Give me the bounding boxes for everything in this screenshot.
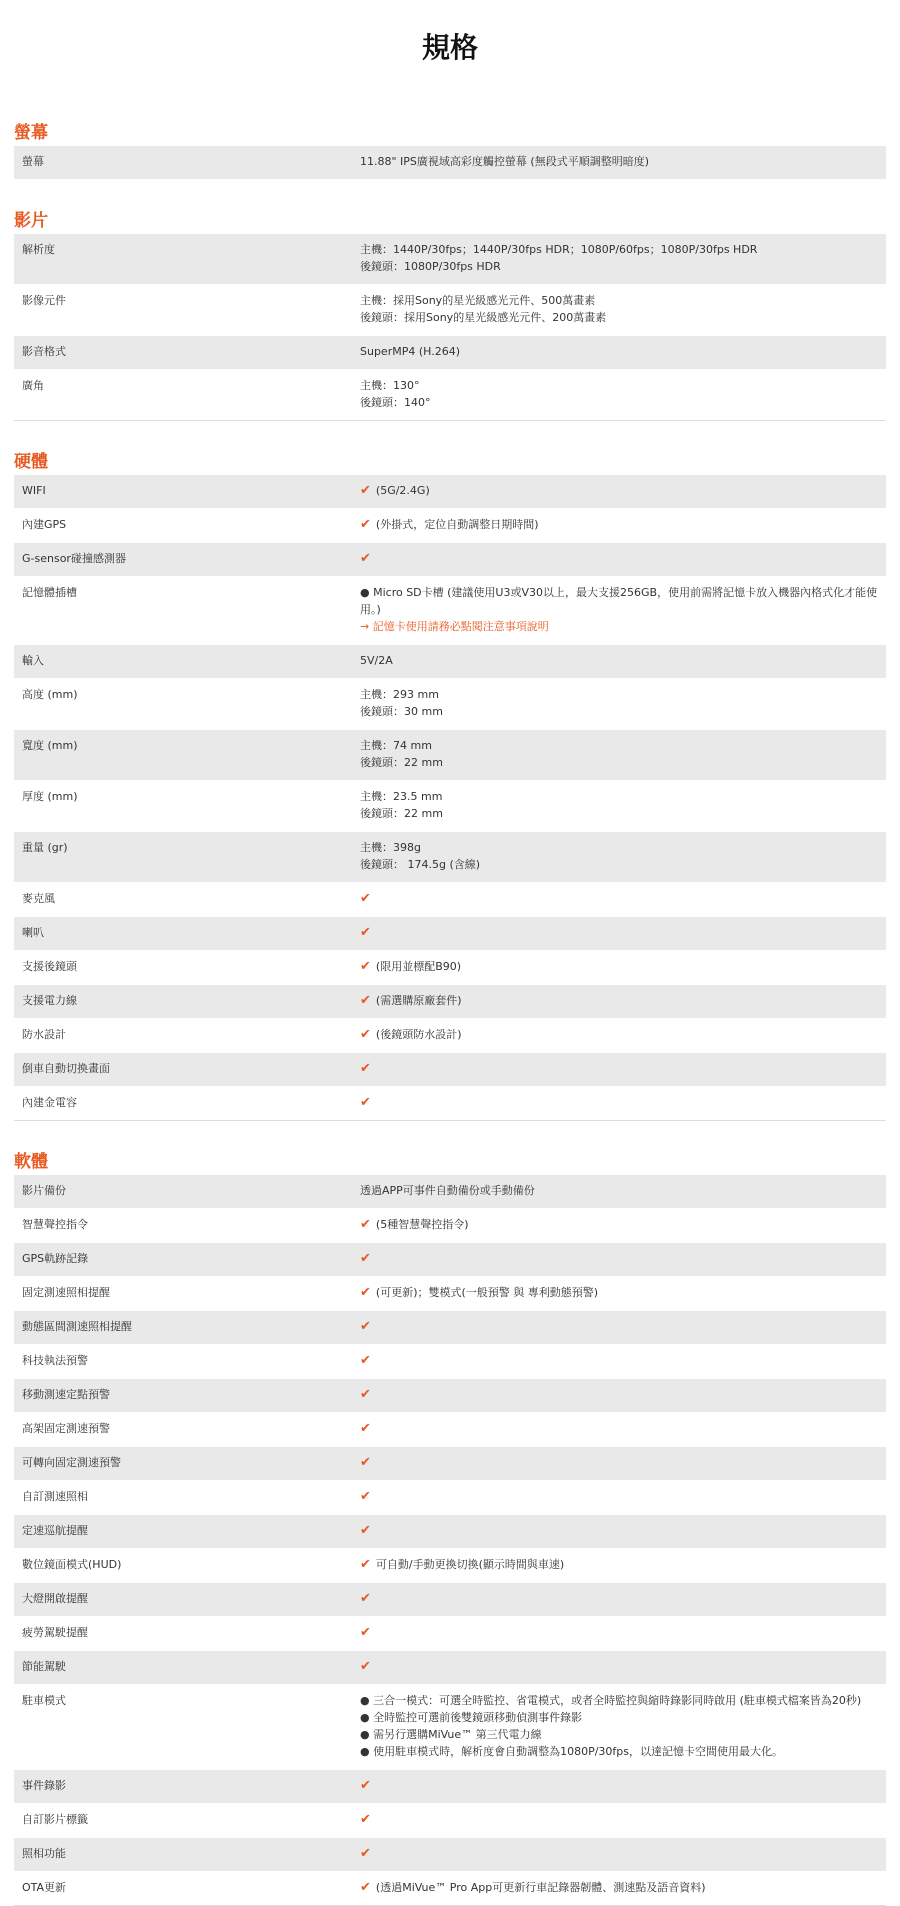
- spec-value: [360, 1447, 886, 1480]
- spec-value-line: ● 全時監控可選前後雙鏡頭移動偵測事件錄影: [360, 1711, 583, 1724]
- spec-row: [14, 679, 886, 730]
- checkmark-icon: ✔: [360, 1846, 371, 1861]
- checkmark-icon: ✔: [360, 1812, 371, 1827]
- spec-label: 影片備份: [22, 1184, 66, 1197]
- checkmark-icon: ✔: [360, 959, 371, 974]
- spec-value: [360, 577, 886, 644]
- spec-label: 倒車自動切換畫面: [22, 1062, 110, 1075]
- section-title: 硬體: [14, 452, 48, 472]
- spec-label: 科技執法預警: [22, 1354, 88, 1367]
- spec-value-line: 5V/2A: [360, 654, 393, 667]
- spec-value-line: 主機：採用Sony的星光級感光元件、500萬畫素: [360, 294, 596, 307]
- spec-label: 支援電力線: [22, 994, 77, 1007]
- spec-value: [360, 1617, 886, 1650]
- spec-value-line: 後鏡頭：採用Sony的星光級感光元件、200萬畫素: [360, 311, 607, 324]
- checkmark-icon: ✔: [360, 1455, 371, 1470]
- spec-label: 數位鏡面模式(HUD): [22, 1558, 122, 1571]
- spec-value-line: 可自動/手動更換切換(顯示時間與車速): [375, 1558, 565, 1571]
- spec-row: [14, 1685, 886, 1770]
- spec-label: 自訂測速照相: [22, 1490, 88, 1503]
- spec-value: [360, 883, 886, 916]
- spec-label: 固定測速照相提醒: [22, 1286, 110, 1299]
- spec-value-line: (需選購原廠套件): [375, 994, 462, 1007]
- spec-value: [360, 730, 886, 780]
- checkmark-icon: ✔: [360, 1095, 371, 1110]
- spec-label: 廣角: [22, 379, 44, 392]
- spec-value: [360, 1209, 886, 1242]
- spec-value: [360, 336, 886, 369]
- section-title: 影片: [14, 211, 48, 231]
- spec-label: OTA更新: [22, 1881, 67, 1894]
- spec-value: [360, 1872, 886, 1905]
- spec-row: [14, 951, 886, 985]
- spec-label: 螢幕: [22, 155, 44, 168]
- spec-section: [14, 122, 886, 180]
- spec-label: 影音格式: [22, 345, 66, 358]
- spec-row: [14, 1447, 886, 1481]
- spec-label: 駐車模式: [22, 1694, 66, 1707]
- spec-value-line: 後鏡頭：22 mm: [360, 807, 443, 820]
- spec-row: [14, 1770, 886, 1804]
- spec-sections: [14, 122, 886, 1906]
- spec-label: 重量 (gr): [22, 841, 68, 854]
- checkmark-icon: ✔: [360, 1319, 371, 1334]
- spec-value: [360, 1311, 886, 1344]
- spec-value-line: (透過MiVue™ Pro App可更新行車記錄器韌體、測速點及語音資料): [375, 1881, 706, 1894]
- spec-value-line: (可更新)；雙模式(一般預警 與 專利動態預警): [375, 1286, 599, 1299]
- spec-value: [360, 679, 886, 729]
- spec-value: [360, 1549, 886, 1582]
- checkmark-icon: ✔: [360, 1880, 371, 1895]
- spec-value: [360, 475, 886, 508]
- spec-value: [360, 1243, 886, 1276]
- spec-section: [14, 451, 886, 1121]
- spec-value: [360, 1175, 886, 1208]
- spec-label: 麥克風: [22, 892, 55, 905]
- spec-row: [14, 1838, 886, 1872]
- spec-value: [360, 951, 886, 984]
- checkmark-icon: ✔: [360, 1061, 371, 1076]
- spec-label: 內建金電容: [22, 1096, 77, 1109]
- spec-value: [360, 1481, 886, 1514]
- spec-row: [14, 543, 886, 577]
- spec-row: [14, 1481, 886, 1515]
- spec-label: 動態區間測速照相提醒: [22, 1320, 132, 1333]
- spec-label: 寬度 (mm): [22, 739, 78, 752]
- checkmark-icon: ✔: [360, 1625, 371, 1640]
- spec-label: 輸入: [22, 654, 44, 667]
- checkmark-icon: ✔: [360, 1421, 371, 1436]
- spec-row: [14, 883, 886, 917]
- spec-label: 照相功能: [22, 1847, 66, 1860]
- checkmark-icon: ✔: [360, 891, 371, 906]
- spec-label: 高架固定測速預警: [22, 1422, 110, 1435]
- spec-value-line: 後鏡頭：140°: [360, 396, 431, 409]
- spec-row: [14, 577, 886, 645]
- checkmark-icon: ✔: [360, 1778, 371, 1793]
- spec-value: [360, 832, 886, 882]
- checkmark-icon: ✔: [360, 483, 371, 498]
- spec-row: [14, 1277, 886, 1311]
- spec-label: 高度 (mm): [22, 688, 78, 701]
- spec-row: [14, 475, 886, 509]
- spec-value-line: 主機：74 mm: [360, 739, 432, 752]
- spec-row: [14, 1243, 886, 1277]
- spec-value-line: (5種智慧聲控指令): [375, 1218, 469, 1231]
- spec-row: [14, 1379, 886, 1413]
- spec-value-line: (後鏡頭防水設計): [375, 1028, 462, 1041]
- spec-value: [360, 1413, 886, 1446]
- spec-row: [14, 730, 886, 781]
- spec-row: [14, 1651, 886, 1685]
- spec-label: G-sensor碰撞感測器: [22, 552, 126, 565]
- spec-value-line: ● 需另行選購MiVue™ 第三代電力線: [360, 1728, 542, 1741]
- spec-row: [14, 1413, 886, 1447]
- spec-value: [360, 1053, 886, 1086]
- spec-value: [360, 1685, 886, 1769]
- checkmark-icon: ✔: [360, 1489, 371, 1504]
- spec-row: [14, 1175, 886, 1209]
- spec-value: [360, 509, 886, 542]
- checkmark-icon: ✔: [360, 1659, 371, 1674]
- spec-section: [14, 210, 886, 421]
- spec-value: [360, 645, 886, 678]
- checkmark-icon: ✔: [360, 551, 371, 566]
- memory-card-notice-link[interactable]: → 記憶卡使用請務必點閱注意事項說明: [360, 620, 549, 633]
- spec-value-line: ● 三合一模式：可選全時監控、省電模式，或者全時監控與縮時錄影同時啟用 (駐車模式檔案皆為20秒): [360, 1694, 862, 1707]
- spec-label: 疲勞駕駛提醒: [22, 1626, 88, 1639]
- spec-value-line: ● Micro SD卡槽 (建議使用U3或V30以上，最大支援256GB，使用前需將記憶卡放入機器內格式化才能使用。): [360, 586, 878, 616]
- checkmark-icon: ✔: [360, 993, 371, 1008]
- spec-value-line: 主機：1440P/30fps；1440P/30fps HDR；1080P/60fps；1080P/30fps HDR: [360, 243, 758, 256]
- section-title: 螢幕: [14, 123, 48, 143]
- spec-value-line: 主機：293 mm: [360, 688, 439, 701]
- spec-label: 防水設計: [22, 1028, 66, 1041]
- section-title: 軟體: [14, 1152, 48, 1172]
- spec-value-line: 後鏡頭： 174.5g (含線): [360, 858, 481, 871]
- spec-row: [14, 1311, 886, 1345]
- checkmark-icon: ✔: [360, 1523, 371, 1538]
- spec-value: [360, 146, 886, 179]
- spec-value: [360, 985, 886, 1018]
- spec-row: [14, 509, 886, 543]
- spec-label: 厚度 (mm): [22, 790, 78, 803]
- spec-row: [14, 1872, 886, 1906]
- spec-label: 可轉向固定測速預警: [22, 1456, 121, 1469]
- spec-row: [14, 1515, 886, 1549]
- spec-value: [360, 1345, 886, 1378]
- spec-label: WIFI: [22, 484, 46, 497]
- checkmark-icon: ✔: [360, 1387, 371, 1402]
- spec-label: GPS軌跡記錄: [22, 1252, 89, 1265]
- spec-value: [360, 1770, 886, 1803]
- spec-value: [360, 917, 886, 950]
- spec-row: [14, 832, 886, 883]
- spec-value-line: 主機：23.5 mm: [360, 790, 443, 803]
- spec-row: [14, 285, 886, 336]
- spec-row: [14, 234, 886, 285]
- spec-value-line: (外掛式，定位自動調整日期時間): [375, 518, 539, 531]
- spec-row: [14, 1053, 886, 1087]
- spec-row: [14, 781, 886, 832]
- spec-value-line: 11.88" IPS廣視域高彩度觸控螢幕 (無段式平順調整明暗度): [360, 155, 649, 168]
- spec-label: 定速巡航提醒: [22, 1524, 88, 1537]
- spec-value: [360, 543, 886, 576]
- checkmark-icon: ✔: [360, 1591, 371, 1606]
- spec-value-line: 主機：398g: [360, 841, 421, 854]
- spec-value: [360, 1515, 886, 1548]
- spec-row: [14, 1019, 886, 1053]
- spec-value: [360, 285, 886, 335]
- spec-value: [360, 1277, 886, 1310]
- checkmark-icon: ✔: [360, 517, 371, 532]
- checkmark-icon: ✔: [360, 1353, 371, 1368]
- spec-label: 移動測速定點預警: [22, 1388, 110, 1401]
- spec-label: 記憶體插槽: [22, 586, 77, 599]
- checkmark-icon: ✔: [360, 1557, 371, 1572]
- spec-label: 解析度: [22, 243, 55, 256]
- spec-label: 智慧聲控指令: [22, 1218, 88, 1231]
- spec-value-line: ● 使用駐車模式時，解析度會自動調整為1080P/30fps，以達記憶卡空間使用最大化。: [360, 1745, 784, 1758]
- spec-label: 節能駕駛: [22, 1660, 66, 1673]
- spec-value: [360, 1019, 886, 1052]
- page-title: 規格: [421, 31, 478, 64]
- spec-section: [14, 1151, 886, 1906]
- spec-label: 大燈開啟提醒: [22, 1592, 88, 1605]
- checkmark-icon: ✔: [360, 1285, 371, 1300]
- spec-row: [14, 1804, 886, 1838]
- spec-row: [14, 985, 886, 1019]
- spec-value: [360, 370, 886, 420]
- spec-label: 喇叭: [22, 926, 44, 939]
- spec-row: [14, 645, 886, 679]
- spec-row: [14, 336, 886, 370]
- spec-row: [14, 1549, 886, 1583]
- spec-value-line: 透過APP可事件自動備份或手動備份: [360, 1184, 535, 1197]
- spec-label: 影像元件: [22, 294, 66, 307]
- spec-label: 支援後鏡頭: [22, 960, 77, 973]
- spec-value: [360, 1838, 886, 1871]
- spec-value-line: SuperMP4 (H.264): [360, 345, 460, 358]
- spec-value: [360, 1651, 886, 1684]
- spec-row: [14, 146, 886, 180]
- spec-value-line: 後鏡頭：1080P/30fps HDR: [360, 260, 501, 273]
- spec-value: [360, 1804, 886, 1837]
- spec-row: [14, 1617, 886, 1651]
- spec-value-line: (限用並標配B90): [375, 960, 462, 973]
- checkmark-icon: ✔: [360, 1251, 371, 1266]
- checkmark-icon: ✔: [360, 925, 371, 940]
- checkmark-icon: ✔: [360, 1027, 371, 1042]
- checkmark-icon: ✔: [360, 1217, 371, 1232]
- spec-label: 內建GPS: [22, 518, 67, 531]
- spec-row: [14, 370, 886, 421]
- spec-row: [14, 1583, 886, 1617]
- spec-value: [360, 1087, 886, 1120]
- spec-row: [14, 1209, 886, 1243]
- spec-value: [360, 1379, 886, 1412]
- spec-value-line: 後鏡頭：22 mm: [360, 756, 443, 769]
- spec-value: [360, 1583, 886, 1616]
- spec-label: 事件錄影: [22, 1779, 66, 1792]
- spec-value: [360, 234, 886, 284]
- spec-value-line: 後鏡頭：30 mm: [360, 705, 443, 718]
- spec-row: [14, 1087, 886, 1121]
- spec-value-line: 主機：130°: [360, 379, 420, 392]
- spec-value: [360, 781, 886, 831]
- spec-row: [14, 1345, 886, 1379]
- spec-label: 自訂影片標籤: [22, 1813, 88, 1826]
- spec-row: [14, 917, 886, 951]
- spec-value-line: (5G/2.4G): [375, 484, 430, 497]
